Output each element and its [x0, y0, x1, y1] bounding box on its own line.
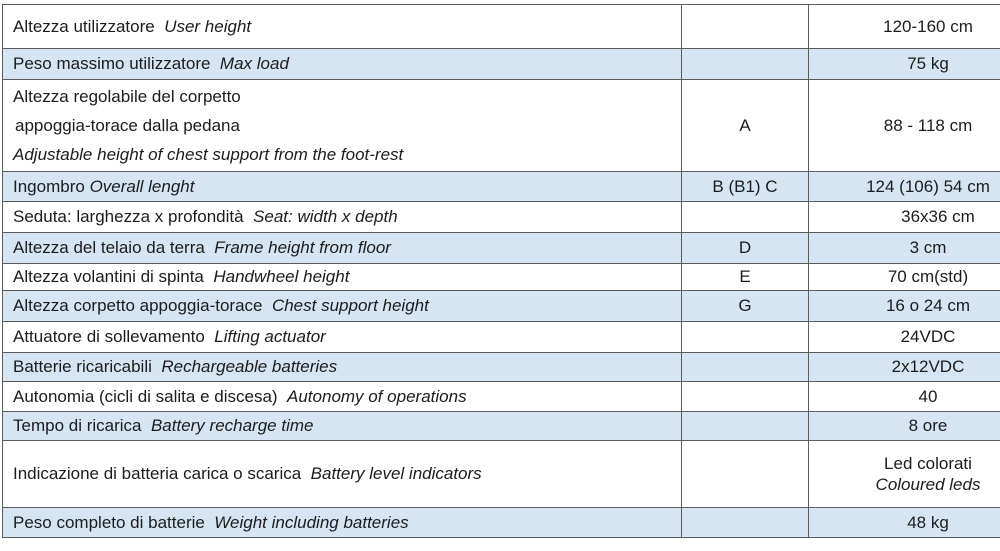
table-row	[3, 264, 1000, 291]
table-row	[3, 353, 1000, 382]
reference-cell	[682, 412, 809, 441]
table-row	[3, 233, 1000, 264]
description-cell	[3, 508, 682, 538]
description-cell	[3, 5, 682, 49]
table-row	[3, 5, 1000, 49]
description-cell	[3, 49, 682, 80]
italian-label: Autonomia (cicli di salita e discesa)	[13, 386, 278, 406]
italian-label: Altezza utilizzatore	[13, 16, 155, 36]
english-label: Seat: width x depth	[253, 207, 398, 226]
reference-cell: D	[682, 233, 809, 264]
english-label: Adjustable height of chest support from the foot-rest	[13, 145, 404, 164]
english-label: Battery recharge time	[150, 416, 314, 435]
value-cell: 2x12VDC	[809, 353, 1000, 382]
table-row	[3, 412, 1000, 441]
description-cell	[3, 382, 682, 412]
reference-cell: A	[682, 80, 809, 172]
italian-label-line-1: Altezza regolabile del corpetto	[13, 87, 241, 106]
value-cell	[809, 441, 1000, 508]
table-row	[3, 508, 1000, 538]
italian-label: Altezza volantini di spinta	[13, 267, 204, 286]
description-cell	[3, 264, 682, 291]
value-line-italian: Led colorati	[884, 454, 972, 473]
english-label: Overall lenght	[89, 176, 195, 196]
italian-label: Batterie ricaricabili	[13, 357, 152, 376]
reference-cell	[682, 202, 809, 233]
table-row	[3, 382, 1000, 412]
english-label: User height	[164, 16, 252, 36]
english-label: Max load	[219, 54, 289, 73]
italian-label: Altezza del telaio da terra	[13, 238, 205, 257]
italian-label: Attuatore di sollevamento	[13, 327, 205, 346]
italian-label-line-2: appoggia-torace dalla pedana	[15, 116, 240, 135]
value-cell: 3 cm	[809, 233, 1000, 264]
description-cell	[3, 412, 682, 441]
italian-label: Altezza corpetto appoggia-torace	[13, 296, 263, 315]
description-cell	[3, 441, 682, 508]
description-cell	[3, 353, 682, 382]
italian-label: Indicazione di batteria carica o scarica	[13, 464, 302, 483]
english-label: Rechargeable batteries	[161, 357, 338, 376]
value-cell: 75 kg	[809, 49, 1000, 80]
value-cell: 48 kg	[809, 508, 1000, 538]
table-row	[3, 441, 1000, 508]
value-cell: 8 ore	[809, 412, 1000, 441]
reference-cell	[682, 382, 809, 412]
reference-cell	[682, 508, 809, 538]
value-cell: 16 o 24 cm	[809, 291, 1000, 322]
value-cell: 24VDC	[809, 322, 1000, 353]
italian-label: Ingombro	[13, 176, 85, 196]
table-row	[3, 322, 1000, 353]
reference-cell	[682, 5, 809, 49]
table-row	[3, 80, 1000, 172]
reference-cell	[682, 322, 809, 353]
reference-cell: G	[682, 291, 809, 322]
specifications-table	[2, 4, 1000, 538]
english-label: Frame height from floor	[214, 238, 391, 257]
description-cell	[3, 172, 682, 202]
description-cell	[3, 80, 682, 172]
description-cell	[3, 322, 682, 353]
english-label: Battery level indicators	[310, 464, 482, 483]
italian-label: Peso massimo utilizzatore	[13, 54, 211, 73]
table-row	[3, 202, 1000, 233]
value-line-english: Coloured leds	[875, 475, 981, 494]
value-cell: 70 cm(std)	[809, 264, 1000, 291]
description-cell	[3, 291, 682, 322]
reference-cell: E	[682, 264, 809, 291]
description-cell	[3, 202, 682, 233]
value-cell: 124 (106) 54 cm	[809, 172, 1000, 202]
english-label: Autonomy of operations	[287, 386, 467, 406]
description-cell	[3, 233, 682, 264]
table-row	[3, 291, 1000, 322]
table-row	[3, 172, 1000, 202]
value-cell: 88 - 118 cm	[809, 80, 1000, 172]
english-label: Chest support height	[271, 296, 429, 315]
reference-cell	[682, 441, 809, 508]
english-label: Weight including batteries	[214, 512, 409, 532]
value-cell: 40	[809, 382, 1000, 412]
italian-label: Seduta: larghezza x profondità	[13, 207, 244, 226]
reference-cell	[682, 353, 809, 382]
table-row	[3, 49, 1000, 80]
value-cell: 120-160 cm	[809, 5, 1000, 49]
value-cell: 36x36 cm	[809, 202, 1000, 233]
reference-cell	[682, 49, 809, 80]
english-label: Handwheel height	[213, 267, 350, 286]
english-label: Lifting actuator	[214, 327, 326, 346]
italian-label: Peso completo di batterie	[13, 512, 205, 532]
italian-label: Tempo di ricarica	[13, 416, 142, 435]
reference-cell: B (B1) C	[682, 172, 809, 202]
